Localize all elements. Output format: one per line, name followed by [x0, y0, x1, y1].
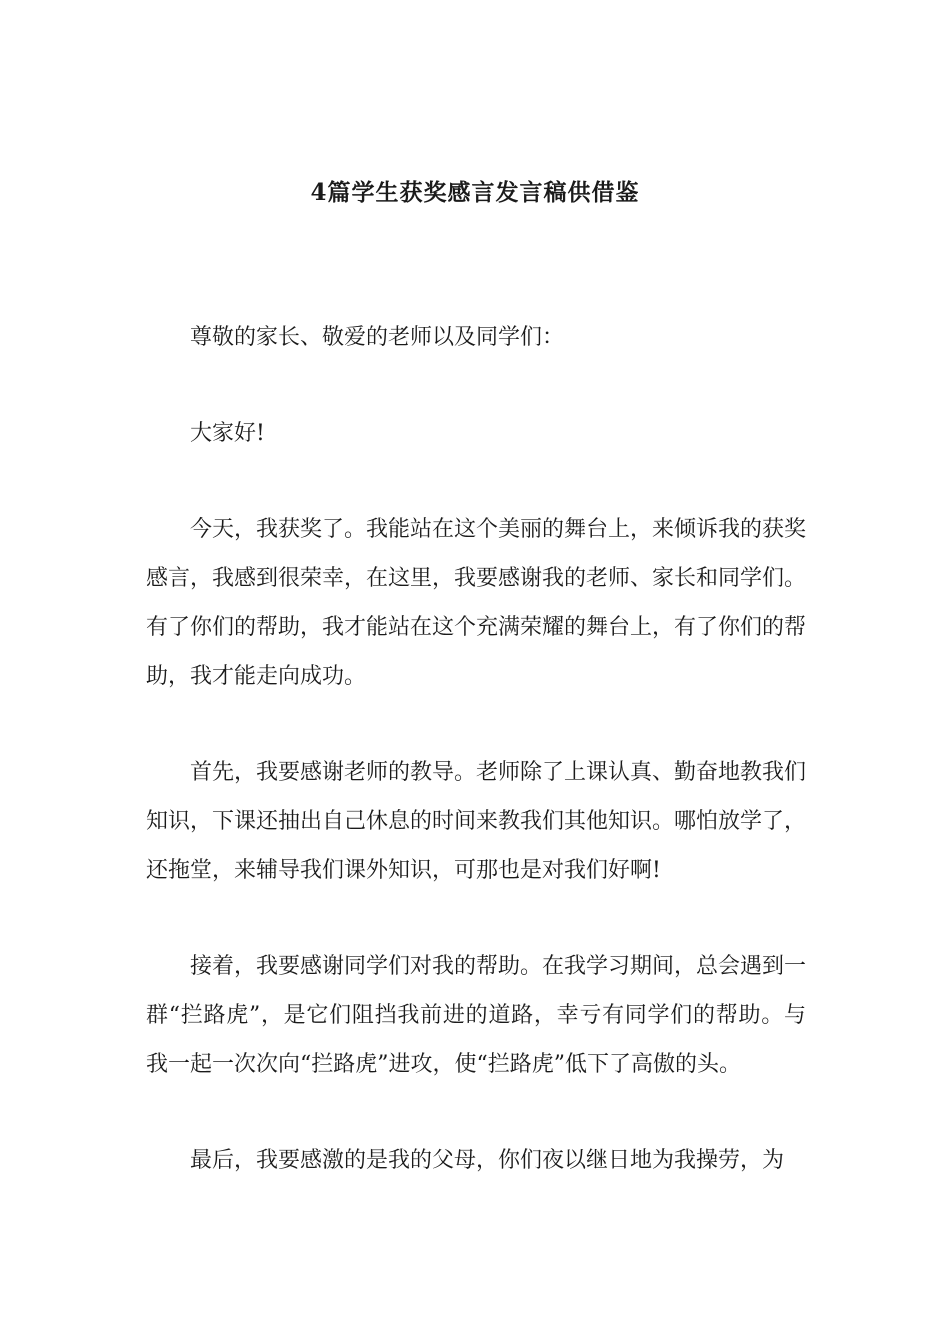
paragraph-thanks-parents: 最后，我要感激的是我的父母，你们夜以继日地为我操劳，为 [190, 1148, 785, 1173]
paragraph-thanks-classmates: 接着，我要感谢同学们对我的帮助。在我学习期间，总会遇到一群“拦路虎”，是它们阻挡我前进的道路，幸亏有同学们的帮助。与我一起一次次向“拦路虎”进攻，使“拦路虎”低下了高傲的头。 [146, 954, 807, 1077]
paragraph-thanks-teachers: 首先，我要感谢老师的教导。老师除了上课认真、勤奋地教我们知识，下课还抽出自己休息的时间来教我们其他知识。哪怕放学了，还拖堂，来辅导我们课外知识，可那也是对我们好啊! [146, 760, 807, 883]
paragraph-intro: 今天，我获奖了。我能站在这个美丽的舞台上，来倾诉我的获奖感言，我感到很荣幸，在这里，我要感谢我的老师、家长和同学们。有了你们的帮助，我才能站在这个充满荣耀的舞台上，有了你们的帮助，我才能走向成功。 [146, 517, 807, 689]
paragraph-salutation: 尊敬的家长、敬爱的老师以及同学们： [190, 325, 565, 350]
paragraph-greeting: 大家好! [190, 421, 265, 446]
document-title: 4篇学生获奖感言发言稿供借鉴 [310, 179, 640, 207]
document-body [146, 313, 806, 1185]
